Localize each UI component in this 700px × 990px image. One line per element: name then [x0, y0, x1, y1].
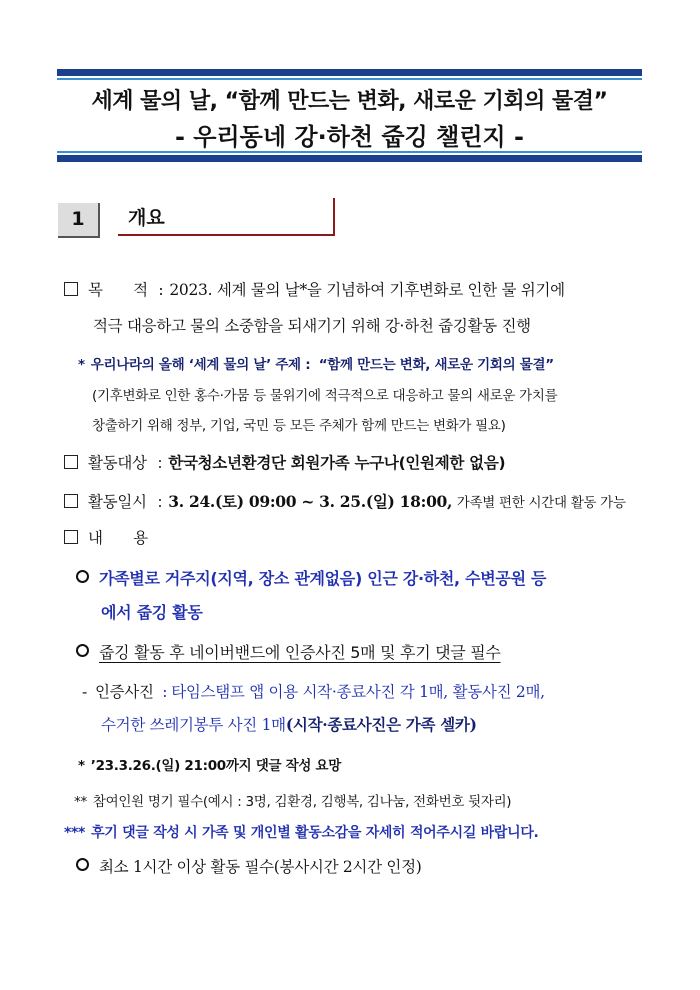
photo-item: [82, 680, 545, 702]
photo-line2-a: 수거한 쓰레기봉투 사진 1매: [101, 716, 286, 734]
bullet-circle-icon: [76, 570, 89, 583]
bullet-3-text: 최소 1시간 이상 활동 필수(봉사시간 2시간 인정): [99, 858, 422, 876]
photo-label: 인증사진: [94, 683, 154, 701]
content-item: [64, 526, 148, 548]
document-subtitle: - 우리동네 강·하천 줍깅 챌린지 -: [174, 123, 525, 151]
photo-line2: [101, 713, 477, 735]
purpose-text-line2: 적극 대응하고 물의 소중함을 되새기기 위해 강·하천 줍깅활동 진행: [93, 317, 531, 335]
target-label: 활동대상: [88, 454, 147, 472]
checkbox-icon: [64, 494, 78, 508]
section-number: 1: [58, 203, 100, 238]
note-2-text: 참여인원 명기 필수(예시 : 3명, 김환경, 김행복, 김나눔, 전화번호 뒷자리): [92, 794, 512, 810]
note-1: [78, 754, 341, 774]
target-item: [64, 451, 505, 473]
note-2: [74, 790, 511, 810]
theme-note-line3: 창출하기 위해 정부, 기업, 국민 등 모든 주체가 함께 만드는 변화가 필요): [92, 418, 506, 434]
bullet-1-line1: 가족별로 거주지(지역, 장소 관계없음) 인근 강·하천, 수변공원 등: [99, 569, 547, 588]
theme-note-line2: (기후변화로 인한 홍수·가뭄 등 물위기에 적극적으로 대응하고 물의 새로운 가치를: [92, 388, 558, 404]
title-top-bar: [57, 69, 642, 76]
title-bottom-rule: [57, 151, 642, 153]
note-3: [64, 822, 539, 842]
section-title: 개요: [118, 198, 335, 236]
schedule-label: 활동일시: [88, 493, 147, 511]
bullet-2-text: 줍깅 활동 후 네이버밴드에 인증사진 5매 및 후기 댓글 필수: [99, 643, 501, 662]
title-bottom-bar: [57, 155, 642, 162]
photo-line1: 타임스탬프 앱 이용 시작·종료사진 각 1매, 활동사진 2매,: [171, 683, 545, 701]
bullet-1: [76, 566, 546, 589]
bullet-3: [76, 855, 422, 877]
note-1-marker: *: [78, 758, 85, 774]
checkbox-icon: [64, 455, 78, 469]
target-sep: :: [157, 454, 163, 472]
schedule-item: [64, 490, 626, 512]
title-top-rule: [57, 78, 642, 80]
photo-sep: :: [162, 683, 168, 701]
photo-dash: -: [82, 683, 87, 701]
theme-note-lead: 우리나라의 올해 ‘세계 물의 날’ 주제 :: [90, 357, 311, 373]
target-value: 한국청소년환경단 회원가족 누구나(인원제한 없음): [168, 454, 506, 472]
note-3-marker: ***: [64, 825, 86, 841]
schedule-sep: :: [157, 493, 163, 511]
theme-note-marker: *: [78, 357, 85, 373]
note-1-text: ’23.3.26.(일) 21:00까지 댓글 작성 요망: [90, 758, 342, 774]
photo-line2-b: (시작·종료사진은 가족 셀카): [285, 715, 477, 734]
bullet-circle-icon: [76, 858, 89, 871]
bullet-1-line2: 에서 줍깅 활동: [101, 603, 203, 622]
theme-note-quote: “함께 만드는 변화, 새로운 기회의 물결”: [318, 357, 554, 373]
schedule-value: 3. 24.(토) 09:00 ~ 3. 25.(일) 18:00,: [168, 492, 453, 511]
purpose-text-line1: 2023. 세계 물의 날*을 기념하여 기후변화로 인한 물 위기에: [169, 281, 565, 299]
schedule-note: 가족별 편한 시간대 활동 가능: [456, 495, 626, 511]
bullet-circle-icon: [76, 644, 89, 657]
note-3-text: 후기 댓글 작성 시 가족 및 개인별 활동소감을 자세히 적어주시길 바랍니다.: [91, 825, 539, 841]
purpose-sep: :: [158, 281, 164, 299]
purpose-label: 목 적: [88, 281, 148, 299]
checkbox-icon: [64, 530, 78, 544]
checkbox-icon: [64, 282, 78, 296]
document-title: 세계 물의 날, “함께 만드는 변화, 새로운 기회의 물결”: [91, 89, 608, 114]
bullet-2: [76, 640, 501, 663]
note-2-marker: **: [74, 794, 87, 810]
content-label: 내 용: [88, 529, 148, 547]
theme-note: [78, 353, 554, 373]
purpose-item: [64, 278, 565, 300]
